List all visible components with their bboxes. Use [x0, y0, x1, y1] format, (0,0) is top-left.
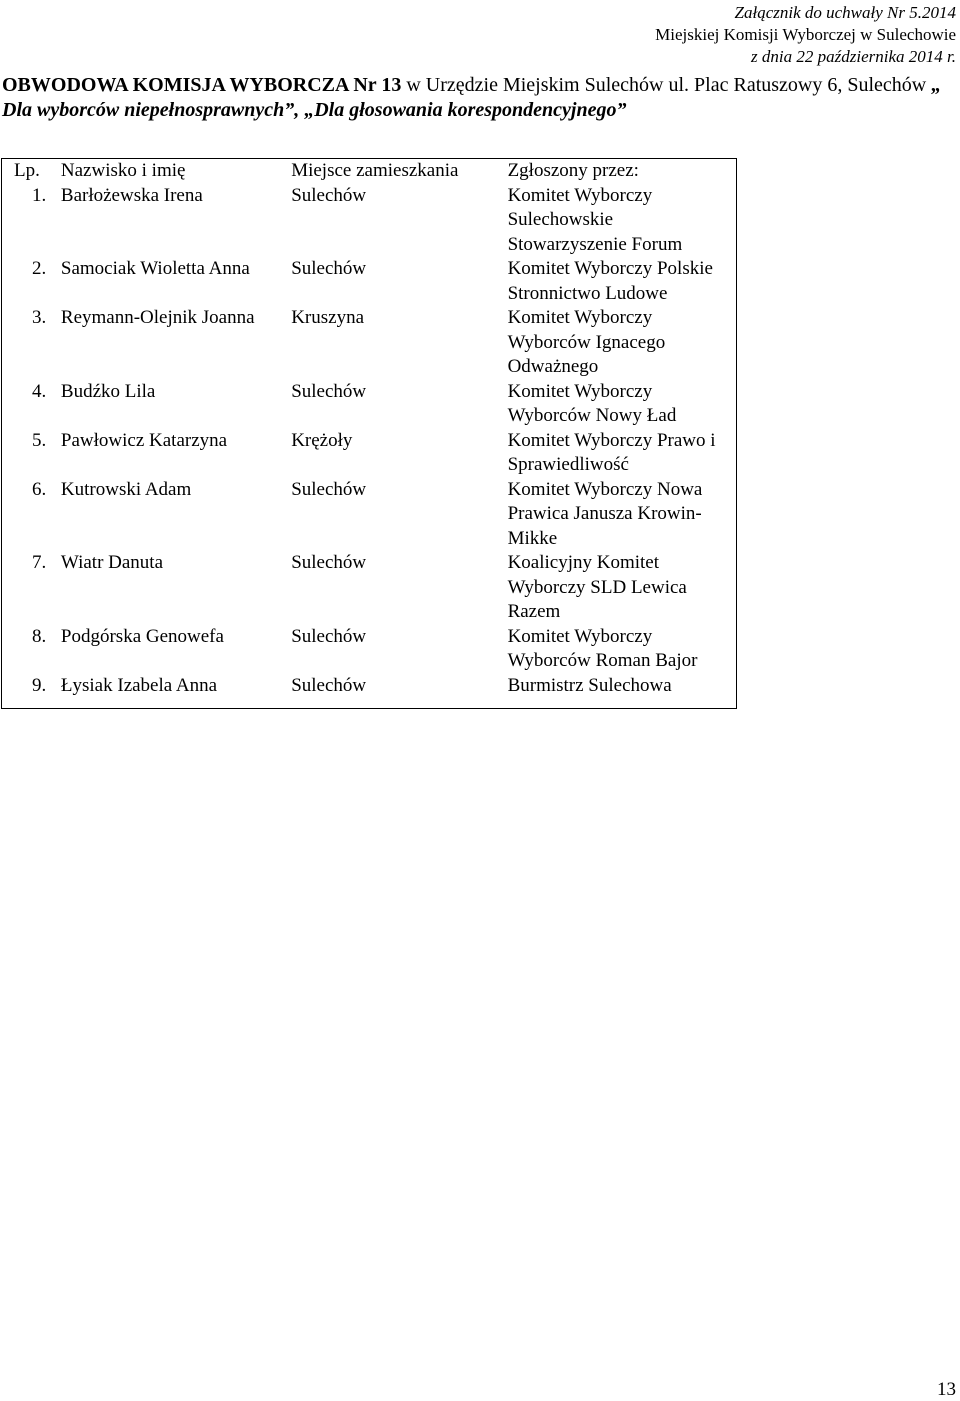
table-row [2, 380, 737, 429]
commission-name: OBWODOWA KOMISJA WYBORCZA Nr 13 [2, 74, 402, 96]
row-place: Sulechów [291, 552, 367, 573]
header-name: Nazwisko i imię [61, 159, 291, 184]
row-num: 6. [2, 478, 61, 552]
annex-line-1: Załącznik do uchwały Nr 5.2014 [734, 3, 956, 22]
row-num: 3. [2, 306, 61, 380]
row-source: Komitet Wyborczy Nowa Prawica Janusza Krowin-Mikke [508, 478, 737, 552]
header-num: Lp. [2, 159, 61, 184]
row-num: 1. [2, 184, 61, 258]
row-source: Komitet Wyborczy Polskie Stronnictwo Ludowe [508, 257, 737, 306]
row-source: Koalicyjny Komitet Wyborczy SLD Lewica Razem [508, 551, 737, 625]
table-row [2, 184, 737, 258]
row-place: Sulechów [291, 258, 367, 279]
row-place: Sulechów [291, 380, 367, 402]
row-place: Kruszyna [291, 307, 364, 328]
row-place: Sulechów [291, 674, 507, 709]
row-place: Krężoły [291, 429, 353, 451]
row-source: Komitet Wyborczy Wyborców Ignacego Odważnego [508, 306, 737, 380]
row-num: 7. [2, 551, 61, 625]
table-header-row [2, 159, 737, 184]
row-place: Sulechów [291, 184, 367, 206]
annex-note [655, 2, 956, 68]
row-name: Barłożewska Irena [60, 184, 203, 206]
table-row [2, 625, 737, 674]
table-row [2, 551, 737, 625]
row-name: Podgórska Genowefa [60, 625, 224, 647]
page-number: 13 [937, 1379, 956, 1400]
table-row [2, 674, 737, 709]
row-num: 5. [2, 429, 61, 478]
table-row [2, 429, 737, 478]
row-place: Sulechów [291, 625, 367, 647]
commission-purpose: „ Dla wyborców niepełnosprawnych”, „Dla głosowania korespondencyjnego” [2, 74, 942, 121]
members-table [1, 158, 737, 709]
header-place: Miejsce zamieszkania [291, 159, 507, 184]
row-num: 9. [2, 674, 61, 709]
row-name: Łysiak Izabela Anna [61, 674, 291, 709]
commission-location: w Urzędzie Miejskim Sulechów ul. Plac Ratuszowy 6, Sulechów [401, 74, 932, 96]
row-name: Kutrowski Adam [60, 478, 192, 500]
row-num: 8. [2, 625, 61, 674]
row-name: Budźko Lila [60, 380, 156, 402]
commission-title [2, 73, 952, 123]
row-source: Komitet Wyborczy Prawo i Sprawiedliwość [508, 429, 737, 478]
row-name: Samociak Wioletta Anna [60, 258, 250, 279]
row-name: Wiatr Danuta [60, 552, 164, 573]
annex-line-3: z dnia 22 października 2014 r. [751, 47, 956, 66]
table-row [2, 478, 737, 552]
row-source: Burmistrz Sulechowa [508, 674, 737, 709]
row-source: Komitet Wyborczy Wyborców Roman Bajor [508, 625, 737, 674]
row-source: Komitet Wyborczy Wyborców Nowy Ład [508, 380, 737, 429]
row-place: Sulechów [291, 478, 367, 500]
row-name: Reymann-Olejnik Joanna [60, 307, 255, 328]
row-num: 2. [2, 257, 61, 306]
annex-line-2: Miejskiej Komisji Wyborczej w Sulechowie [655, 25, 956, 44]
row-source: Komitet Wyborczy Sulechowskie Stowarzyszenie Forum [508, 184, 737, 258]
row-num: 4. [2, 380, 61, 429]
row-name: Pawłowicz Katarzyna [60, 429, 228, 451]
header-source: Zgłoszony przez: [508, 159, 737, 184]
table-row [2, 257, 737, 306]
table-row [2, 306, 737, 380]
